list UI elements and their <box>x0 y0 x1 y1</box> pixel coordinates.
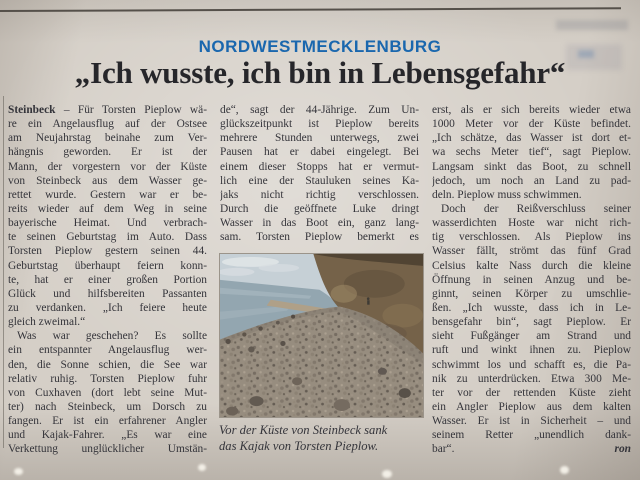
text-line: Doch der Reißverschluss seiner <box>441 202 631 215</box>
paper-speck <box>198 464 206 471</box>
article-column-3 <box>432 103 631 457</box>
article-headline: „Ich wusste, ich bin in Lebensgefahr“ <box>74 55 566 90</box>
text-line: ein Angler Pieplow aus dem kalten <box>432 400 631 413</box>
coastline-photo-art <box>220 254 423 417</box>
text-line: Mann, der vorgestern vor der Küste <box>8 160 207 173</box>
text-line: rettet wurde. Gestern war er be- <box>8 188 207 201</box>
text-line: te, hat er einer großen Portion <box>8 273 207 286</box>
text-line: wasserdichten Hoste war nicht rich- <box>432 217 631 230</box>
section-kicker: NORDWESTMECKLENBURG <box>198 37 442 56</box>
text-line: re ein Angelausflug auf der Ostsee <box>8 118 207 131</box>
text-line: nik zu unterdrücken. Etwa 300 Me- <box>432 372 631 385</box>
text-line: am Neujahrstag beinahe zum Ver- <box>8 132 207 145</box>
text-line: tig verschlossen. Als Pieplow ins <box>432 231 631 244</box>
bleedthrough-text-smudge <box>556 20 628 30</box>
text-line: relativ ruhig. Torsten Pieplow fuhr <box>8 372 207 385</box>
text-line: ßen. „Ich wusste, dass ich in Le- <box>432 301 631 314</box>
text-line: Was war geschehen? Es sollte <box>17 330 207 343</box>
photo-caption-line: das Kajak von Torsten Pieplow. <box>219 438 379 453</box>
paper-speck <box>382 470 392 478</box>
page-divider-rule <box>0 7 621 12</box>
text-line: Pausen hat er dabei eingelegt. Bei <box>220 146 419 159</box>
text-line: lich eine der Stauluken seines Ka- <box>220 174 419 187</box>
text-line: Öffnung in seinen Anzug und be- <box>432 273 631 286</box>
text-line: von Steinbeck aus dem Wasser ge- <box>8 174 207 187</box>
text-line: sieht Fußgänger am Strand und <box>432 330 631 343</box>
text-line: Wasser fällt, strömt das fünf Grad <box>432 245 631 258</box>
text-line: Wasser in das Boot ein, ganz lang- <box>220 217 419 230</box>
text-line: und Kajak-Fahrer. „Es war eine <box>8 429 207 442</box>
text-line: wa sechs Meter tief“, sagt Pieplow. <box>432 146 631 159</box>
text-line: Durch die geöffnete Luke dringt <box>220 202 419 215</box>
text-line: fangen. Er ist ein erfahrener Angler <box>8 415 207 428</box>
text-line: de“, sagt der 44-Jährige. Zum Un- <box>220 104 419 116</box>
text-line: deln. Pieplow muss schwimmen. <box>432 188 582 201</box>
text-line: mehrere Stunden unterwegs, zwei <box>220 132 419 145</box>
text-line: ron bar“. <box>432 443 631 456</box>
page-fold-line <box>3 96 4 448</box>
text-line: den, die Sonne schien, die See war <box>8 358 207 371</box>
text-line: glückszeitpunkt ist Pieplow bereits <box>220 118 419 131</box>
text-line: ein entspannter Angelausflug wer- <box>8 344 207 357</box>
text-line: ruft und winkt ihnen zu. Pieplow <box>432 344 631 357</box>
text-line: hängnis geworden. Er ist der <box>8 146 207 159</box>
text-line: Wasser. Er ist in Sicherheit – und <box>432 415 631 428</box>
text-line: ter) nach Steinbeck, um Dorsch zu <box>8 400 207 413</box>
text-line: 1000 Meter vor der Küste befindet. <box>432 118 631 131</box>
text-line: jaks nicht richtig verschlossen. <box>220 188 419 201</box>
text-line: erst, als er sich bereits wieder etwa <box>432 104 631 116</box>
text-line: Celsius kalte Nass durch die kleine <box>432 259 631 272</box>
text-line: bensgefahr bin“, sagt Pieplow. Er <box>432 316 631 329</box>
photo-caption <box>219 423 429 454</box>
paper-speck <box>14 468 23 475</box>
text-line: „Ich schätze, das Wasser ist dort et- <box>432 132 631 145</box>
text-line: Langsam sinkt das Boot, zu schnell <box>432 160 631 173</box>
text-line: ginnt, seinen Körper zu umschlie- <box>432 287 631 300</box>
text-line: bayerische Heimat. Und verbrach- <box>8 217 207 230</box>
text-line: schwimmt los und schafft es, die Pa- <box>432 358 631 371</box>
photo-tone-overlay <box>220 254 423 417</box>
text-line: seinem Retter „unendlich dank- <box>432 429 631 442</box>
article-column-1 <box>8 103 207 457</box>
text-line: einem dieser Stopps hat er vermut- <box>220 160 419 173</box>
text-line: von Cuxhaven (dort lebt seine Mut- <box>8 386 207 399</box>
text-line: Torsten Pieplow gestern seinen 44. <box>8 245 207 258</box>
text-line: te seinen Geburtstag im Auto. Dass <box>8 231 207 244</box>
text-line: ter vor der rettenden Küste zieht <box>432 386 631 399</box>
text-line: Steinbeck – Für Torsten Pieplow wä- <box>8 104 207 116</box>
text-line: reits wieder auf dem Weg in seine <box>8 202 207 215</box>
text-line: Geburtstag überhaupt feiern konn- <box>8 259 207 272</box>
text-line: jedoch, um noch an Land zu pad- <box>432 174 631 187</box>
photo-caption-line: Vor der Küste von Steinbeck sank <box>219 423 388 437</box>
text-line: sam. Torsten Pieplow bemerkt es <box>220 231 419 244</box>
text-line: gleich zweimal.“ <box>8 316 86 329</box>
author-credit: ron <box>614 443 631 456</box>
text-line: Glück und hilfsbereiten Passanten <box>8 287 207 300</box>
text-line: zu verdanken. „Ich feiere heute <box>8 301 207 314</box>
text-line: Verkettung unglücklicher Umstän- <box>8 443 207 456</box>
coastline-photo <box>219 253 424 418</box>
paper-speck <box>560 466 569 474</box>
